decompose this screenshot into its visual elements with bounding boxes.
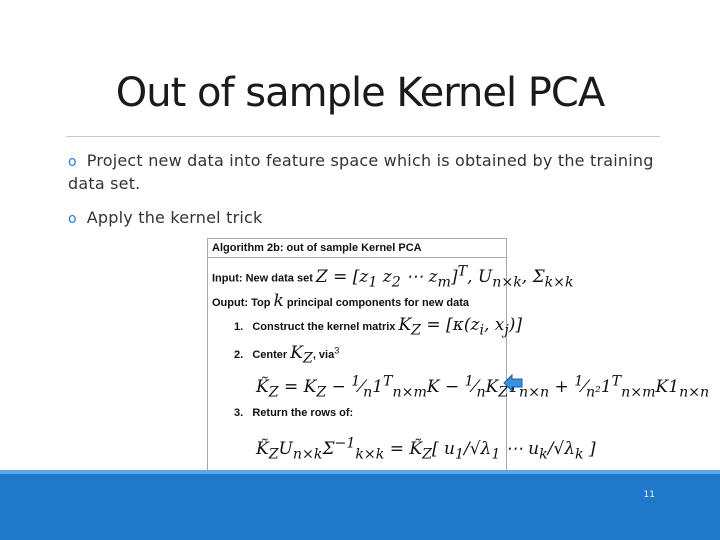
- bullet-marker: o: [68, 211, 77, 227]
- algorithm-output-line: [212, 291, 469, 311]
- left-arrow-icon: [503, 374, 523, 396]
- output-k: k: [273, 291, 284, 311]
- footer-stripe: [0, 470, 720, 474]
- step-3-text: Return the rows of:: [252, 407, 354, 419]
- title-divider: [66, 136, 660, 137]
- algorithm-step-2: 2. Center $K_Z$, via$^3$: [234, 343, 340, 367]
- return-formula: $K̃_ZU_{n\times k}\Sigma^{-1}_{k\times k}$ = $K̃_Z$[ $u_1/√\lambda_1$ ⋯ $u_k/√\lambda_k$ ]: [256, 435, 596, 463]
- bullet-1: [68, 150, 668, 195]
- input-label: Input:: [212, 272, 243, 285]
- bullet-2: [68, 207, 262, 230]
- step-1-formula: $K_Z = [\kappa(z_i$, $x_j$)]: [398, 315, 523, 339]
- step-2-kz: $K_Z$: [290, 343, 313, 367]
- output-label: Ouput:: [212, 297, 249, 309]
- input-text: New data set: [245, 272, 313, 285]
- bullet-2-text: Apply the kernel trick: [86, 208, 263, 227]
- centering-formula: $K̃_Z = K_Z$ − $^1⁄_n1^T_{n\times m}K$ − $^1⁄_nK_Z$ $_{n\times n} + ^1⁄_{n^2}1^T_{n\times m}K1_{n\times n}$: [256, 373, 710, 401]
- step-2-suffix: , via: [312, 349, 335, 361]
- bullet-marker: o: [68, 154, 77, 170]
- algorithm-box: [207, 238, 710, 482]
- algorithm-step-3: [234, 407, 353, 419]
- page-number: 11: [643, 490, 655, 500]
- output-text-pre: Top: [251, 297, 271, 309]
- slide-title: Out of sample Kernel PCA: [115, 70, 605, 116]
- step-1-num: 1.: [234, 321, 244, 333]
- step-2-text: Center: [252, 349, 288, 361]
- algorithm-header: Algorithm 2b: out of sample Kernel PCA: [208, 239, 506, 258]
- step-3-num: 3.: [234, 407, 244, 419]
- step-1-text: Construct the kernel matrix: [252, 321, 396, 333]
- algorithm-step-1: [234, 315, 522, 338]
- input-formula: $Z = [z_1$ $z_2$ ⋯ $z_m]^T$, $U_{n\times k}$, $\Sigma_{k\times k}$: [315, 263, 574, 291]
- algorithm-input-line: [212, 263, 574, 290]
- footer-bar: [0, 470, 720, 540]
- step-2-num: 2.: [234, 349, 244, 361]
- output-text-post: principal components for new data: [286, 297, 470, 309]
- bullet-1-text: Project new data into feature space which is obtained by the training data set.: [68, 151, 654, 193]
